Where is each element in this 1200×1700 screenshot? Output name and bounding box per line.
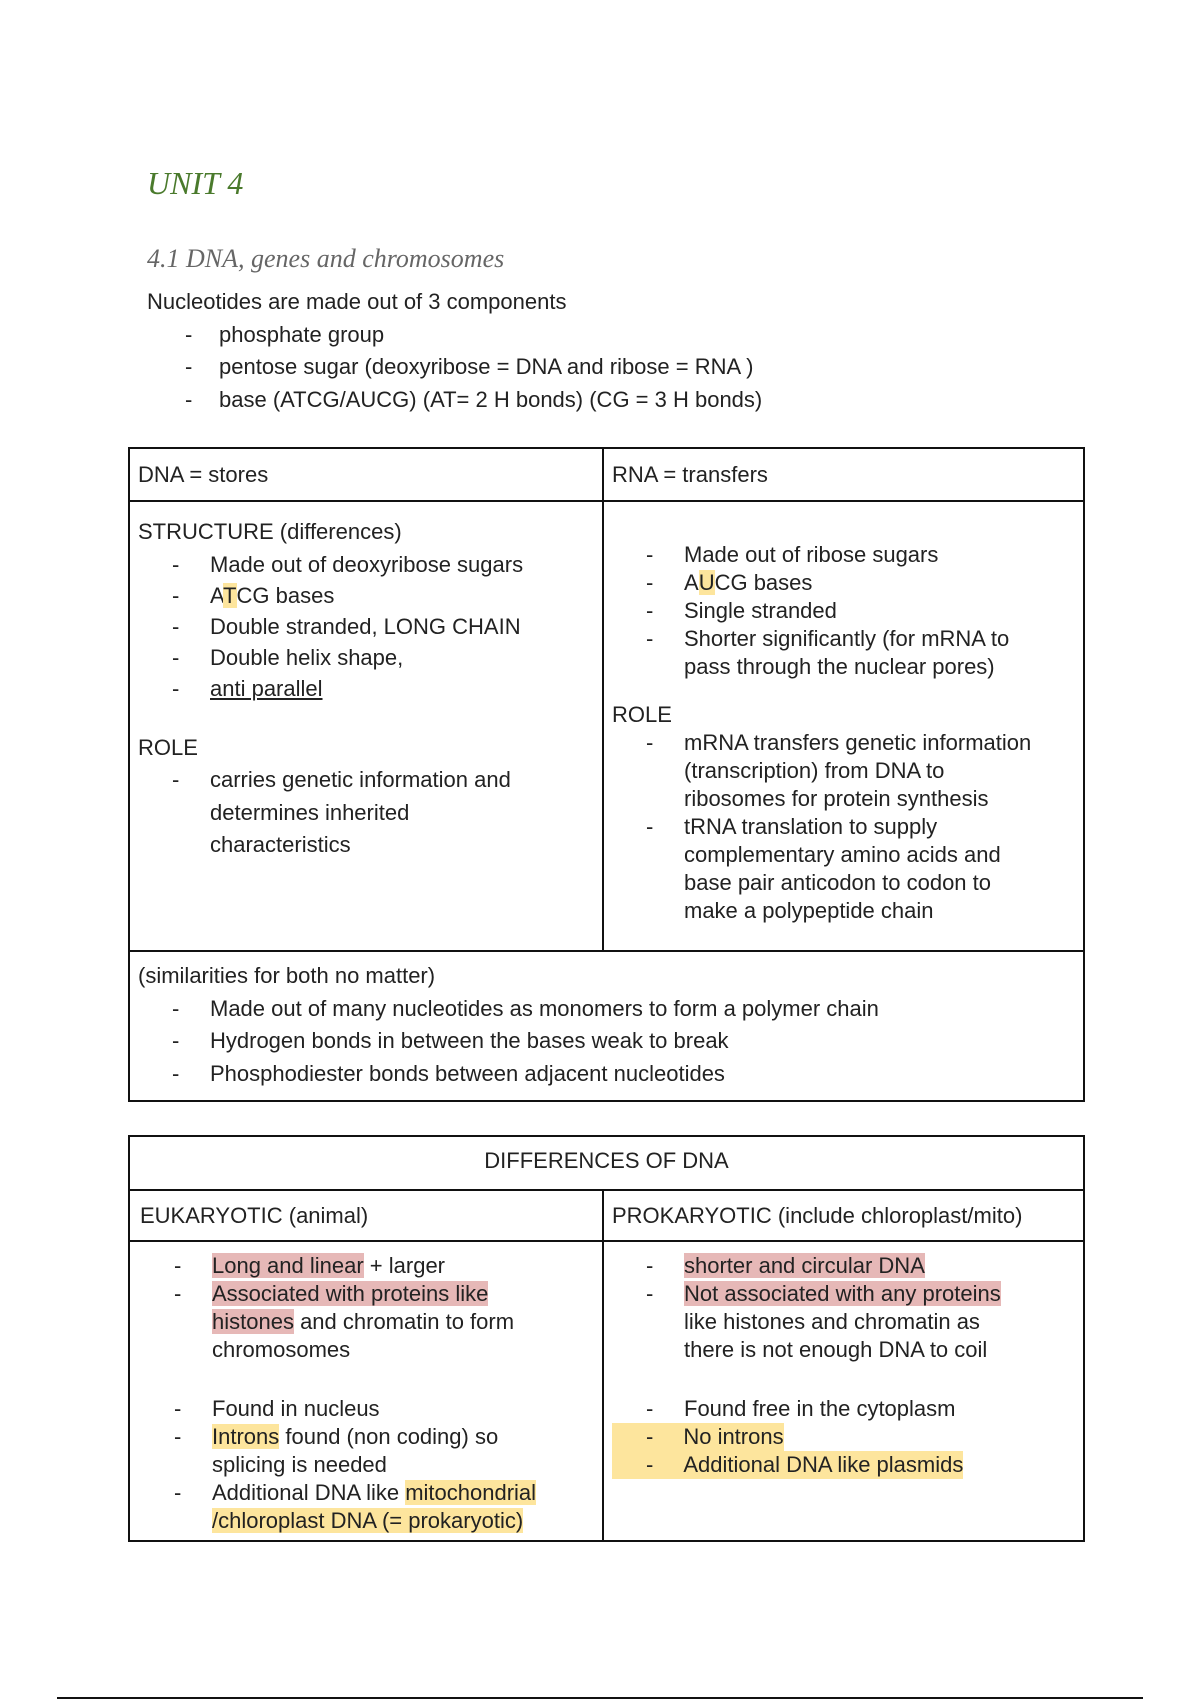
list-item: Made out of deoxyribose sugars: [210, 551, 524, 577]
prokaryotic-header: PROKARYOTIC (include chloroplast/mito): [612, 1203, 1023, 1228]
list-item: Single stranded: [684, 598, 837, 623]
structure-label: STRUCTURE (differences): [138, 519, 402, 544]
list-item-cont: characteristics: [210, 832, 351, 857]
list-item: + larger: [363, 1253, 446, 1278]
divider: [602, 1189, 604, 1542]
highlight: Associated with proteins like: [212, 1281, 489, 1306]
highlight: Introns: [212, 1424, 280, 1449]
divider: [128, 500, 1085, 502]
list-item: Double helix shape,: [210, 644, 404, 670]
list-item-cont: make a polypeptide chain: [684, 898, 934, 923]
list-item: Made out of ribose sugars: [684, 542, 939, 567]
list-item-cont: ribosomes for protein synthesis: [684, 786, 989, 811]
list-item: - pentose sugar (deoxyribose = DNA and ribose = RNA ): [147, 351, 762, 384]
similarities-label: (similarities for both no matter): [138, 963, 436, 988]
list-item: mRNA transfers genetic information: [684, 730, 1032, 755]
role-label: ROLE: [612, 702, 672, 727]
divider: [128, 950, 1085, 952]
list-item-cont: determines inherited: [210, 799, 410, 825]
list-item: - base (ATCG/AUCG) (AT= 2 H bonds) (CG = 3 H bonds): [147, 384, 762, 417]
highlight: Long and linear: [212, 1253, 364, 1278]
list-item-cont: chromosomes: [212, 1337, 351, 1362]
section-heading: 4.1 DNA, genes and chromosomes: [147, 244, 505, 273]
rna-header: RNA = transfers: [612, 462, 768, 487]
list-item: Hydrogen bonds in between the bases weak to break: [210, 1028, 729, 1053]
highlight: shorter and circular DNA: [684, 1253, 925, 1278]
list-item: Made out of many nucleotides as monomers to form a polymer chain: [210, 995, 879, 1021]
list-item: - phosphate group: [147, 319, 762, 352]
highlight: T: [223, 582, 237, 608]
list-item-cont: pass through the nuclear pores): [684, 654, 995, 679]
list-item: Phosphodiester bonds between adjacent nucleotides: [210, 1060, 725, 1086]
table-title: DIFFERENCES OF DNA: [484, 1148, 729, 1173]
list-item: Found in nucleus: [212, 1396, 380, 1421]
list-item-cont: splicing is needed: [212, 1452, 387, 1477]
highlight: Additional DNA like plasmids: [683, 1452, 964, 1477]
eukaryotic-cell: - Long and linear + larger - Associated with proteins like histones and chromatin to form chromosomes - Found in nucleus - Introns found (non coding) so splicing is needed - Additional DNA like mitochondrial /chloroplast DNA (= prokaryotic): [140, 1252, 600, 1535]
eukaryotic-header: EUKARYOTIC (animal): [140, 1203, 369, 1228]
intro: [147, 286, 762, 416]
role-label: ROLE: [138, 734, 198, 760]
page-bottom-rule: [57, 1697, 1143, 1699]
divider: [128, 1240, 1085, 1242]
rna-cell: - Made out of ribose sugars - AUCG bases - Single stranded - Shorter significantly (for mRNA to pass through the nuclear pores) ROLE - mRNA transfers genetic information (transcription) from DNA to ribosomes for protein synthesis - tRNA translation to supply complementary amino acids and base pair anticodon to codon to make a polypeptide chain: [612, 541, 1082, 925]
list-item: CG bases: [236, 582, 335, 608]
list-item: carries genetic information and: [210, 767, 511, 792]
highlight: U: [698, 570, 715, 595]
prokaryotic-cell: - shorter and circular DNA - Not associated with any proteins like histones and chromatin as there is not enough DNA to coil - Found free in the cytoplasm - No introns - Additional DNA like plasmids: [612, 1252, 1082, 1479]
list-item: Shorter significantly (for mRNA to: [684, 626, 1010, 651]
dna-header: DNA = stores: [138, 462, 269, 487]
highlight: No introns: [683, 1424, 784, 1449]
list-item: Found free in the cytoplasm: [684, 1396, 956, 1421]
list-item: Additional DNA like: [212, 1480, 406, 1505]
list-item: CG bases: [714, 570, 813, 595]
highlight: Not associated with any proteins: [684, 1281, 1001, 1306]
highlight: mitochondrial: [405, 1480, 537, 1505]
list-item: A: [684, 570, 699, 595]
dna-cell: STRUCTURE (differences) - Made out of deoxyribose sugars - ATCG bases - Double stranded, LONG CHAIN - Double helix shape, - anti parallel ROLE - carries genetic information and determines inherited characteristics: [138, 516, 598, 862]
list-item-cont: (transcription) from DNA to: [684, 758, 945, 783]
list-item: found (non coding) so: [279, 1424, 499, 1449]
highlight: histones: [212, 1309, 294, 1334]
divider: [128, 1189, 1085, 1191]
list-item-cont: there is not enough DNA to coil: [684, 1337, 988, 1362]
page-title: UNIT 4: [147, 165, 244, 201]
highlight: /chloroplast DNA (= prokaryotic): [212, 1508, 524, 1533]
list-item: tRNA translation to supply: [684, 814, 938, 839]
list-item-cont: complementary amino acids and: [684, 842, 1001, 867]
divider: [602, 447, 604, 950]
intro-lead: Nucleotides are made out of 3 components: [147, 289, 567, 314]
list-item-cont: and chromatin to form: [293, 1309, 515, 1334]
list-item: anti parallel: [210, 675, 323, 701]
list-item-cont: like histones and chromatin as: [684, 1309, 980, 1334]
similarities-cell: (similarities for both no matter) - Made out of many nucleotides as monomers to form a polymer chain - Hydrogen bonds in between the bases weak to break - Phosphodiester bonds between adjacent nucleotides: [138, 960, 1078, 1090]
list-item: Double stranded, LONG CHAIN: [210, 613, 521, 639]
list-item: A: [210, 582, 224, 608]
list-item-cont: base pair anticodon to codon to: [684, 870, 992, 895]
